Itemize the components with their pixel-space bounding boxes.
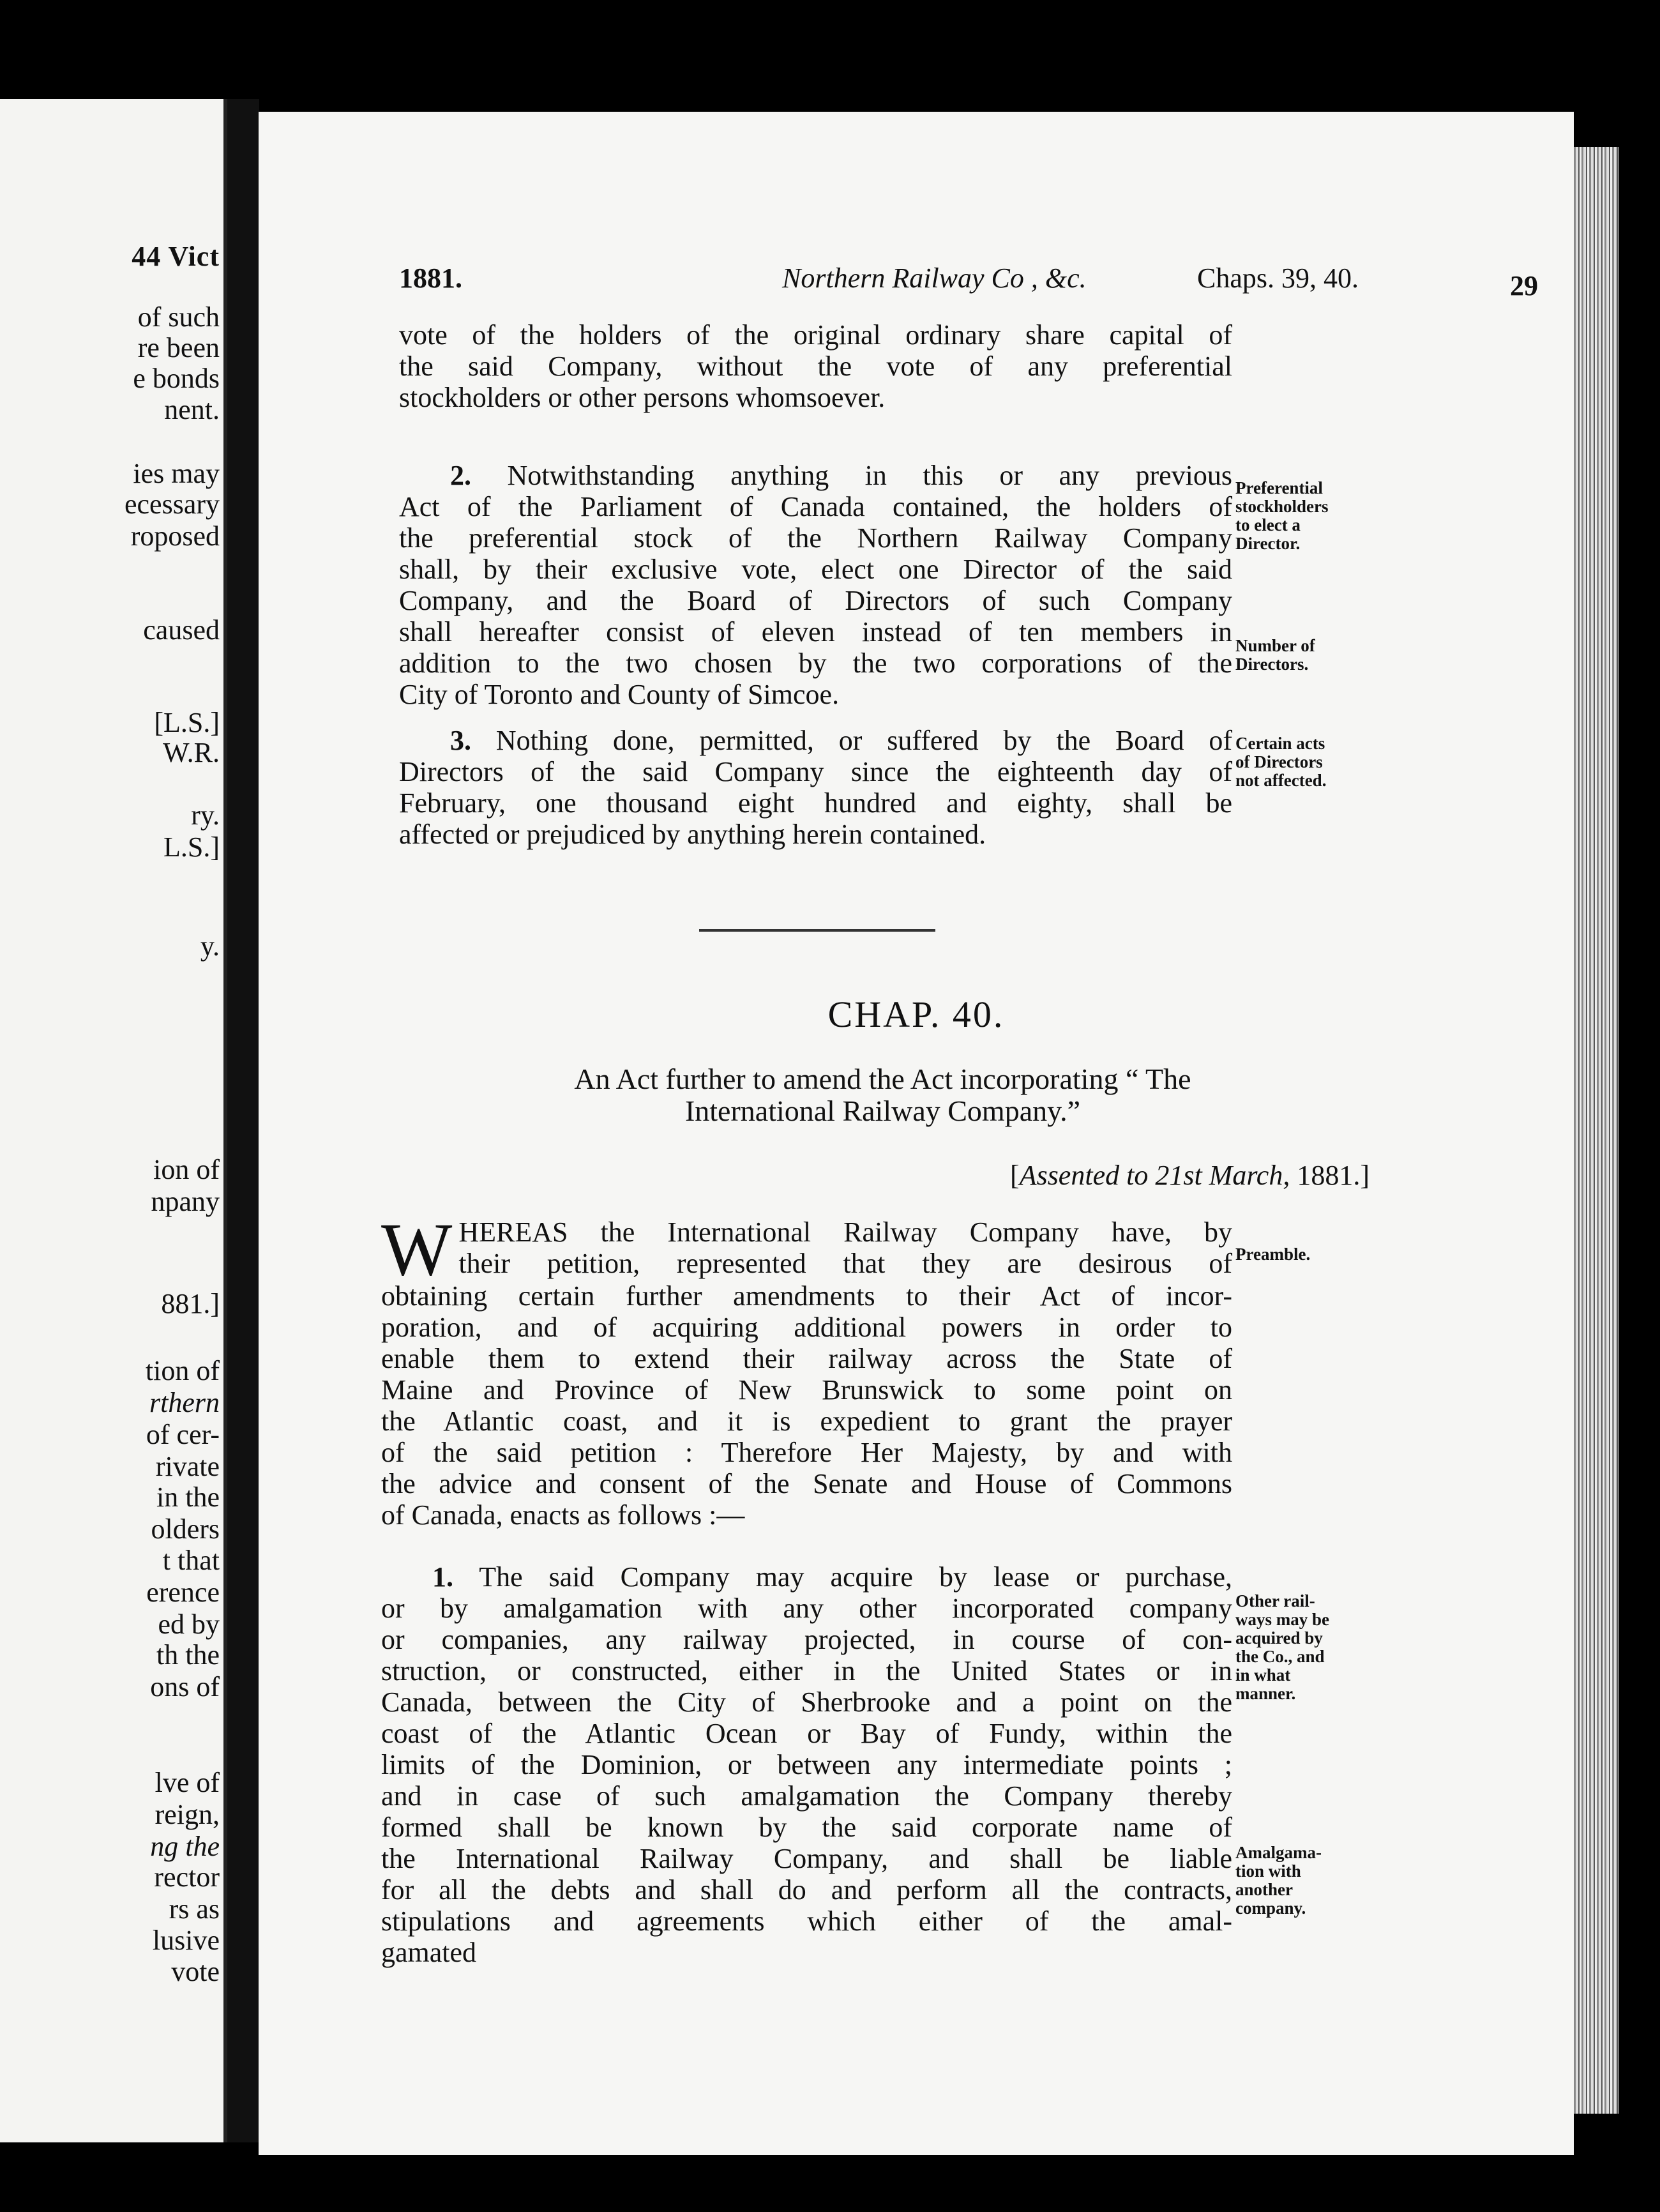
text-line: poration, and of acquiring additional powers in order to: [381, 1312, 1232, 1343]
left-page-text-fragment: olders: [151, 1513, 220, 1545]
act-title: [396, 1063, 1370, 1127]
header-title: Northern Railway Co , &c.: [782, 262, 1087, 294]
left-page-text-fragment: erence: [146, 1577, 220, 1608]
left-page-text-fragment: 44 Vict: [132, 241, 220, 272]
text-line: Maine and Province of New Brunswick to some point on: [381, 1374, 1232, 1405]
text-line: Company, and the Board of Directors of such Company: [399, 585, 1232, 616]
text-line: shall, by their exclusive vote, elect one Director of the said: [399, 554, 1232, 585]
left-page-text-fragment: re been: [137, 332, 220, 363]
text-line: coast of the Atlantic Ocean or Bay of Fundy, within the: [381, 1718, 1232, 1749]
left-page-text-fragment: t that: [162, 1545, 220, 1576]
text-line: enable them to extend their railway across the State of: [381, 1343, 1232, 1374]
text-line: HEREAS the International Railway Company have, by: [458, 1216, 1232, 1248]
text-line: of Canada, enacts as follows :—: [381, 1499, 745, 1531]
section-1: [381, 1561, 1232, 1968]
text-line: stockholders or other persons whomsoever.: [399, 382, 886, 413]
left-page-text-fragment: caused: [143, 614, 220, 646]
text-line: the said Company, without the vote of any preferential: [399, 351, 1232, 382]
assent-date: [Assented to 21st March, 1881.]: [1010, 1160, 1370, 1191]
left-page-text-fragment: rivate: [155, 1451, 220, 1482]
section-2: [399, 460, 1232, 710]
left-page-text-fragment: ng the: [150, 1831, 220, 1862]
left-page-text-fragment: y.: [200, 930, 220, 962]
margin-note-preferential-stockholders: Preferential stockholders to elect a Director.: [1235, 478, 1329, 553]
left-page-text-fragment: rs as: [169, 1893, 220, 1925]
text-line: the advice and consent of the Senate and House of Commons: [381, 1468, 1232, 1499]
margin-note-other-railways: Other rail- ways may be acquired by the Co., and in what manner.: [1235, 1591, 1329, 1703]
text-line: obtaining certain further amendments to their Act of incor-: [381, 1280, 1232, 1312]
left-page-text-fragment: e bonds: [133, 363, 220, 394]
left-page-text-fragment: reign,: [155, 1799, 220, 1830]
text-line: February, one thousand eight hundred and eighty, shall be: [399, 787, 1232, 819]
margin-note-amalgamation: Amalgama- tion with another company.: [1235, 1843, 1322, 1918]
margin-note-number-of-directors: Number of Directors.: [1235, 636, 1315, 674]
section-number: 1.: [432, 1561, 453, 1593]
left-facing-page: [0, 99, 227, 2142]
preamble: [381, 1208, 1232, 1531]
text-line: Act of the Parliament of Canada contained, the holders of: [399, 491, 1232, 522]
text-line: shall hereafter consist of eleven instead of ten members in: [399, 616, 1232, 648]
page-number: 29: [1510, 270, 1538, 301]
left-page-text-fragment: of such: [137, 301, 220, 333]
text-line: for all the debts and shall do and perform all the contracts,: [381, 1874, 1232, 1905]
left-page-text-fragment: nent.: [164, 394, 220, 425]
text-line: Canada, between the City of Sherbrooke and a point on the: [381, 1686, 1232, 1718]
text-line: limits of the Dominion, or between any intermediate points ;: [381, 1749, 1232, 1780]
book-gutter: [227, 99, 259, 2142]
section-number: 3.: [450, 725, 471, 756]
text-line: or companies, any railway projected, in course of con-: [381, 1624, 1232, 1655]
text-line: struction, or constructed, either in the United States or in: [381, 1655, 1232, 1686]
left-page-text-fragment: W.R.: [163, 737, 220, 768]
text-line: 2. Notwithstanding anything in this or any previous: [450, 460, 1233, 491]
text-line: or by amalgamation with any other incorporated company: [381, 1593, 1232, 1624]
margin-note-certain-acts: Certain acts of Directors not affected.: [1235, 734, 1327, 790]
text-line: addition to the two chosen by the two corporations of the: [399, 648, 1232, 679]
drop-cap: W: [381, 1208, 453, 1291]
left-page-text-fragment: lve of: [155, 1767, 220, 1798]
margin-note-preamble: Preamble.: [1235, 1245, 1311, 1264]
text-line: 1. The said Company may acquire by lease or purchase,: [432, 1561, 1232, 1593]
left-page-text-fragment: of cer-: [146, 1419, 220, 1450]
text-line: their petition, represented that they are desirous of: [458, 1248, 1232, 1279]
left-page-text-fragment: tion of: [145, 1355, 220, 1386]
left-page-text-fragment: ion of: [153, 1154, 220, 1185]
text-line: vote of the holders of the original ordinary share capital of: [399, 319, 1232, 351]
left-page-text-fragment: in the: [156, 1481, 220, 1513]
text-line: and in case of such amalgamation the Company thereby: [381, 1780, 1232, 1812]
left-page-text-fragment: vote: [171, 1956, 220, 1987]
text-line: of the said petition : Therefore Her Majesty, by and with: [381, 1437, 1232, 1468]
chapter-title: CHAP. 40.: [827, 994, 1005, 1035]
left-page-text-fragment: ry.: [191, 799, 220, 831]
text-line: Directors of the said Company since the eighteenth day of: [399, 756, 1232, 787]
left-page-text-fragment: lusive: [152, 1925, 220, 1956]
page-edges: [1574, 147, 1618, 2114]
text-line: 3. Nothing done, permitted, or suffered by the Board of: [450, 725, 1233, 756]
section-continued: [399, 319, 1232, 413]
section-3: [399, 725, 1232, 850]
left-page-text-fragment: ed by: [158, 1609, 220, 1640]
left-page-text-fragment: rthern: [149, 1387, 220, 1418]
text-line: City of Toronto and County of Simcoe.: [399, 679, 840, 710]
text-line: formed shall be known by the said corporate name of: [381, 1812, 1232, 1843]
header-year: 1881.: [399, 262, 462, 294]
left-page-text-fragment: 881.]: [161, 1288, 220, 1319]
section-number: 2.: [450, 460, 471, 491]
left-page-text-fragment: ons of: [150, 1671, 220, 1702]
text-line: the International Railway Company, and shall be liable: [381, 1843, 1232, 1874]
left-page-text-fragment: npany: [151, 1186, 220, 1217]
section-divider: [699, 929, 935, 932]
left-page-text-fragment: roposed: [130, 520, 220, 552]
left-page-text-fragment: rector: [154, 1861, 220, 1893]
text-line: the preferential stock of the Northern Railway Company: [399, 522, 1232, 554]
main-page: [259, 112, 1574, 2155]
catchword: gamated: [381, 1937, 477, 1968]
running-head: [399, 262, 1538, 301]
header-chapters: Chaps. 39, 40.: [1197, 262, 1359, 294]
text-line: stipulations and agreements which either of the amal-: [381, 1905, 1232, 1937]
text-line: the Atlantic coast, and it is expedient to grant the prayer: [381, 1405, 1232, 1437]
act-title-line: International Railway Company.”: [684, 1095, 1081, 1127]
left-page-text-fragment: L.S.]: [163, 831, 220, 863]
left-page-text-fragment: [L.S.]: [154, 707, 220, 738]
left-page-text-fragment: ecessary: [124, 489, 220, 520]
text-line: affected or prejudiced by anything herein contained.: [399, 819, 986, 850]
left-page-text-fragment: th the: [156, 1639, 220, 1670]
act-title-line: An Act further to amend the Act incorporating “ The: [574, 1063, 1191, 1095]
left-page-text-fragment: ies may: [133, 458, 220, 489]
